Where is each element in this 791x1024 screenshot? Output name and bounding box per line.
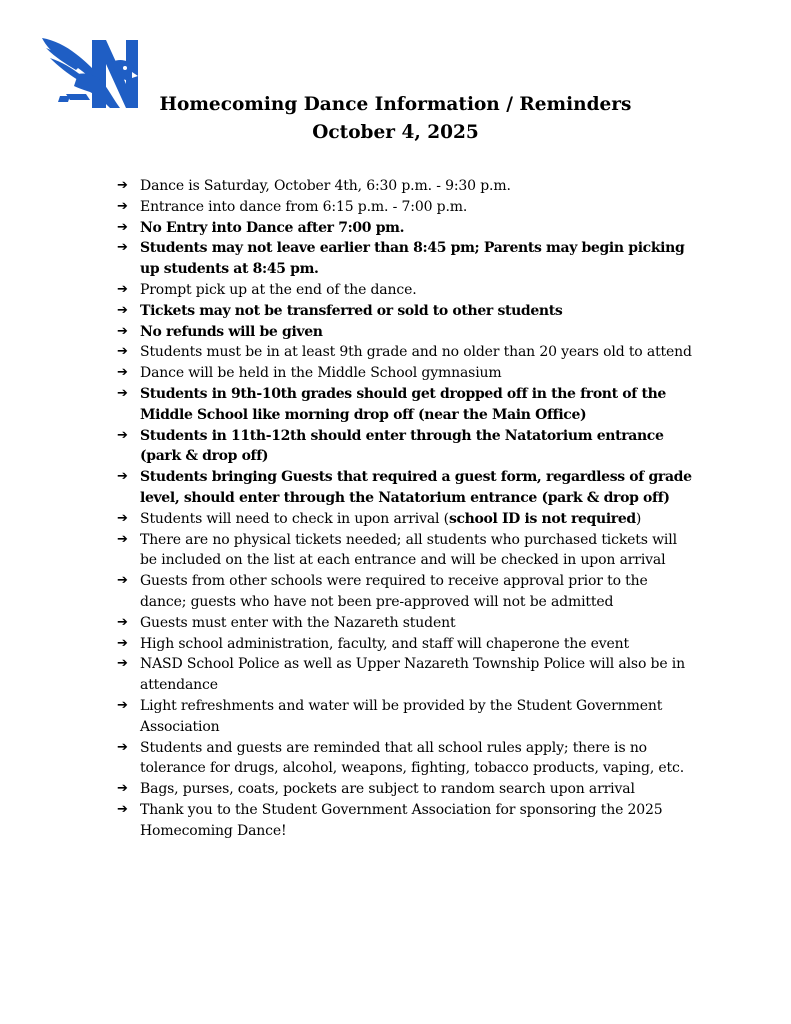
list-item (117, 197, 697, 218)
arrow-right-icon: ➔ (117, 573, 128, 589)
arrow-right-icon: ➔ (117, 510, 128, 526)
list-item-text: No Entry into Dance after 7:00 pm. (140, 219, 405, 236)
list-item-text: Students and guests are reminded that all school rules apply; there is no tolerance for drugs, alcohol, weapons, fighting, tobacco products, vaping, etc. (140, 739, 685, 777)
list-item-text: Students must be in at least 9th grade and no older than 20 years old to attend (140, 344, 692, 361)
arrow-right-icon: ➔ (117, 198, 128, 214)
list-item (117, 509, 697, 530)
list-item-text: Light refreshments and water will be provided by the Student Government Association (140, 697, 663, 735)
list-item (117, 322, 697, 343)
arrow-right-icon: ➔ (117, 240, 128, 256)
arrow-right-icon: ➔ (117, 781, 128, 797)
list-item-text-part: ) (635, 510, 642, 527)
list-item-text: High school administration, faculty, and staff will chaperone the event (140, 635, 630, 652)
arrow-right-icon: ➔ (117, 801, 128, 817)
list-item (117, 530, 697, 572)
list-item (117, 613, 697, 634)
arrow-right-icon: ➔ (117, 739, 128, 755)
list-item-text: There are no physical tickets needed; all students who purchased tickets will be included on the list at each entrance and will be checked in upon arrival (140, 531, 677, 569)
list-item-text: No refunds will be given (140, 323, 323, 340)
list-item (117, 779, 697, 800)
arrow-right-icon: ➔ (117, 281, 128, 297)
reminders-list (117, 176, 697, 842)
list-item-text: Students bringing Guests that required a guest form, regardless of grade level, should enter through the Natatorium entrance (park & drop off) (140, 469, 692, 506)
list-item (117, 176, 697, 197)
arrow-right-icon: ➔ (117, 302, 128, 318)
page-title: Homecoming Dance Information / Reminders (159, 94, 632, 115)
list-item (117, 654, 697, 696)
arrow-right-icon: ➔ (117, 635, 128, 651)
arrow-right-icon: ➔ (117, 385, 128, 401)
list-item-text: Guests from other schools were required to receive approval prior to the dance; guests who have not been pre-approved will not be admitted (140, 573, 648, 610)
list-item (117, 571, 697, 613)
list-item-text (140, 511, 641, 527)
list-item (117, 342, 697, 363)
list-item-text: Thank you to the Student Government Association for sponsoring the 2025 Homecoming Dance! (140, 801, 663, 839)
arrow-right-icon: ➔ (117, 219, 128, 235)
arrow-right-icon: ➔ (117, 344, 128, 360)
list-item-text: NASD School Police as well as Upper Nazareth Township Police will also be in attendance (140, 656, 685, 694)
list-item-text: Dance is Saturday, October 4th, 6:30 p.m. - 9:30 p.m. (140, 178, 511, 194)
list-item-text: Prompt pick up at the end of the dance. (140, 281, 417, 298)
list-item-text: Dance will be held in the Middle School gymnasium (140, 365, 502, 382)
arrow-right-icon: ➔ (117, 427, 128, 443)
arrow-right-icon: ➔ (117, 656, 128, 672)
arrow-right-icon: ➔ (117, 697, 128, 713)
list-item (117, 363, 697, 384)
list-item-text: Bags, purses, coats, pockets are subject to random search upon arrival (140, 781, 635, 798)
list-item-text: Students may not leave earlier than 8:45 pm; Parents may begin picking up students at 8:45 pm. (140, 240, 685, 278)
list-item (117, 301, 697, 322)
arrow-right-icon: ➔ (117, 469, 128, 485)
arrow-right-icon: ➔ (117, 614, 128, 630)
list-item-text: Guests must enter with the Nazareth student (140, 614, 456, 631)
list-item (117, 384, 697, 426)
list-item (117, 238, 697, 280)
list-item (117, 467, 697, 509)
list-item (117, 800, 697, 842)
list-item-text: Students in 9th-10th grades should get dropped off in the front of the Middle School like morning drop off (near the Main Office) (140, 385, 666, 423)
list-item (117, 426, 697, 468)
list-item-text-part: Students will need to check in upon arrival ( (140, 510, 449, 527)
arrow-right-icon: ➔ (117, 365, 128, 381)
event-date: October 4, 2025 (312, 122, 479, 143)
list-item-text: Tickets may not be transferred or sold to other students (140, 302, 563, 319)
list-item-text-emphasis: school ID is not required (448, 510, 636, 527)
list-item (117, 634, 697, 655)
list-item-text: Entrance into dance from 6:15 p.m. - 7:00 p.m. (140, 198, 468, 215)
arrow-right-icon: ➔ (117, 178, 128, 193)
list-item (117, 280, 697, 301)
arrow-right-icon: ➔ (117, 531, 128, 547)
arrow-right-icon: ➔ (117, 323, 128, 339)
list-item (117, 696, 697, 738)
list-item-text: Students in 11th-12th should enter through the Natatorium entrance (park & drop off) (140, 427, 664, 465)
list-item (117, 218, 697, 239)
list-item (117, 738, 697, 780)
